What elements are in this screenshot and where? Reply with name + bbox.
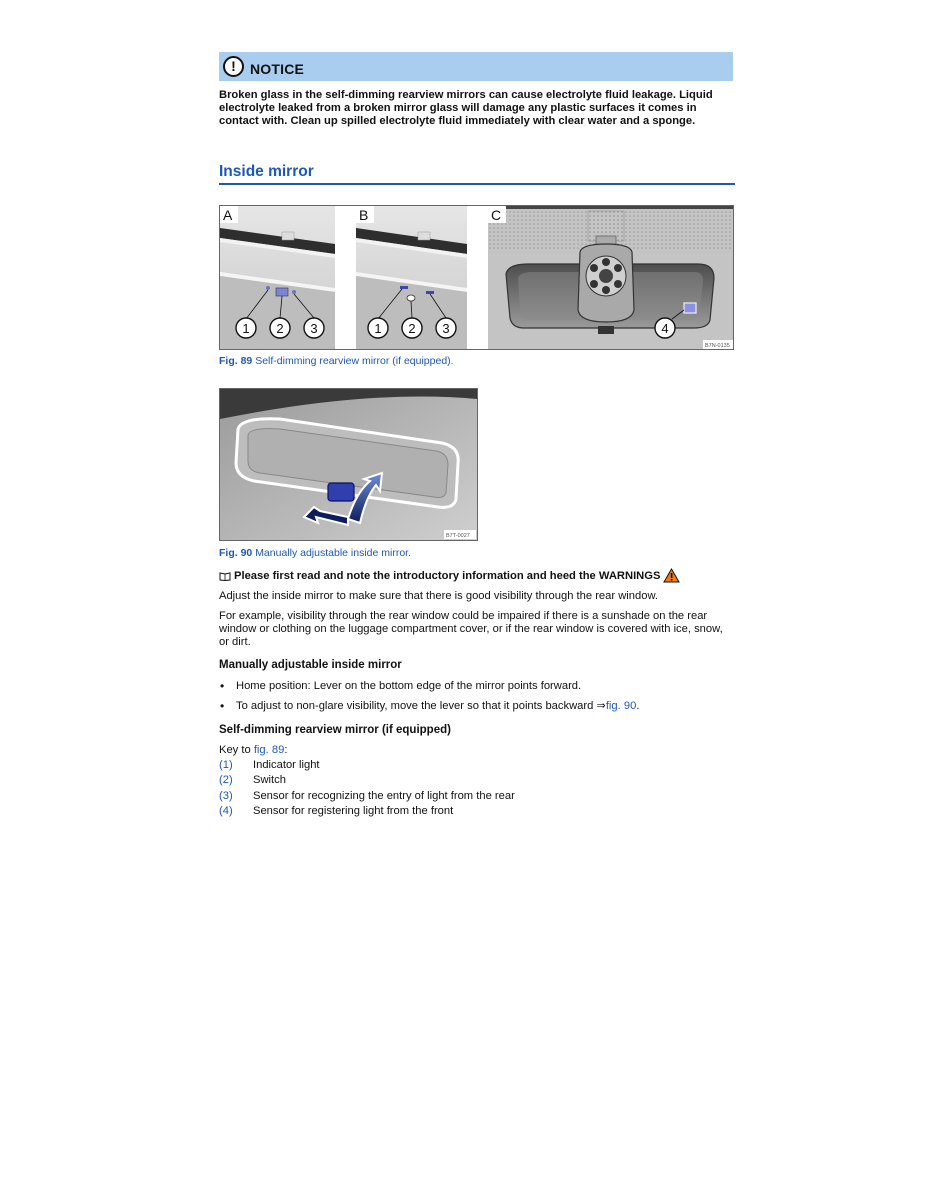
key-item-3-text: Sensor for recognizing the entry of light from the rear [253, 790, 515, 802]
figure-90-illustration [220, 389, 477, 540]
panel-c [488, 206, 733, 349]
bullet-2-text: To adjust to non-glare visibility, move the lever so that it points backward ⇒ [236, 700, 606, 712]
intro-line [219, 568, 680, 583]
notice-text: Broken glass in the self-dimming rearview mirrors can cause electrolyte fluid leakage. Liquid electrolyte leaked from a broken mirror glass will damage any plastic surfaces it comes in contact with. Clean up spilled electrolyte fluid immediately with clear water and a sponge. [219, 89, 713, 127]
key-item-4-num: (4) [219, 805, 233, 817]
fig-90-link[interactable]: fig. 90 [605, 700, 637, 712]
bullet-2 [236, 700, 716, 713]
key-item-1-text: Indicator light [253, 759, 320, 771]
warning-triangle-icon[interactable] [663, 568, 680, 583]
figure-90-number: Fig. 90 [219, 547, 253, 559]
bullet-2-end: . [636, 700, 640, 712]
callout-a-2: 2 [276, 321, 284, 336]
key-item-2-text: Switch [253, 774, 286, 786]
figure-89-caption [219, 355, 454, 367]
figure-89-number: Fig. 89 [219, 355, 253, 367]
callout-c-4: 4 [661, 321, 669, 336]
bullet-1-text: Home position: Lever on the bottom edge of the mirror points forward. [236, 680, 582, 692]
figure-89-code: B7N-0135 [705, 343, 730, 349]
key-suffix: : [284, 744, 288, 756]
figure-90-code: B7T-0027 [446, 533, 470, 539]
section-divider [219, 183, 735, 185]
notice-title: NOTICE [250, 61, 305, 77]
key-line [219, 744, 734, 757]
key-item-4-text: Sensor for registering light from the front [253, 805, 454, 817]
key-item-3-num: (3) [219, 790, 233, 802]
paragraph-1: Adjust the inside mirror to make sure that there is good visibility through the rear window. [219, 590, 659, 602]
paragraph-2: For example, visibility through the rear window could be impaired if there is a sunshade on the rear window or clothing on the luggage compartment cover, or if the rear window is covered with ice, snow, or dirt. [219, 610, 723, 648]
panel-a-label: A [223, 207, 233, 223]
selfdim-heading: Self-dimming rearview mirror (if equipped) [219, 724, 451, 736]
figure-89-illustration [220, 206, 733, 349]
manual-heading: Manually adjustable inside mirror [219, 659, 402, 671]
exclamation-circle-icon: ! [223, 56, 244, 77]
callout-b-2: 2 [408, 321, 416, 336]
figure-90 [219, 388, 478, 541]
intro-text: Please first read and note the introductory information and heed the WARNINGS [234, 569, 661, 582]
figure-90-caption [219, 547, 411, 559]
book-icon[interactable] [219, 571, 231, 581]
figure-90-caption-text: Manually adjustable inside mirror. [255, 547, 412, 559]
key-item-1-num: (1) [219, 759, 233, 771]
panel-b [356, 206, 467, 349]
key-item-2-num: (2) [219, 774, 233, 786]
section-title: Inside mirror [219, 163, 314, 180]
notice-header [219, 52, 733, 81]
callout-b-1: 1 [374, 321, 382, 336]
figure-89-caption-text: Self-dimming rearview mirror (if equipped). [255, 355, 454, 367]
panel-c-label: C [491, 207, 502, 223]
bullet-2-dot: • [220, 699, 225, 713]
callout-a-3: 3 [310, 321, 318, 336]
figure-89 [219, 205, 734, 350]
key-prefix: Key to [219, 744, 254, 756]
bullet-1-dot: • [220, 679, 225, 693]
panel-a [220, 206, 335, 349]
callout-b-3: 3 [442, 321, 450, 336]
fig-89-link[interactable]: fig. 89 [253, 744, 285, 756]
panel-b-label: B [359, 207, 369, 223]
callout-a-1: 1 [242, 321, 250, 336]
